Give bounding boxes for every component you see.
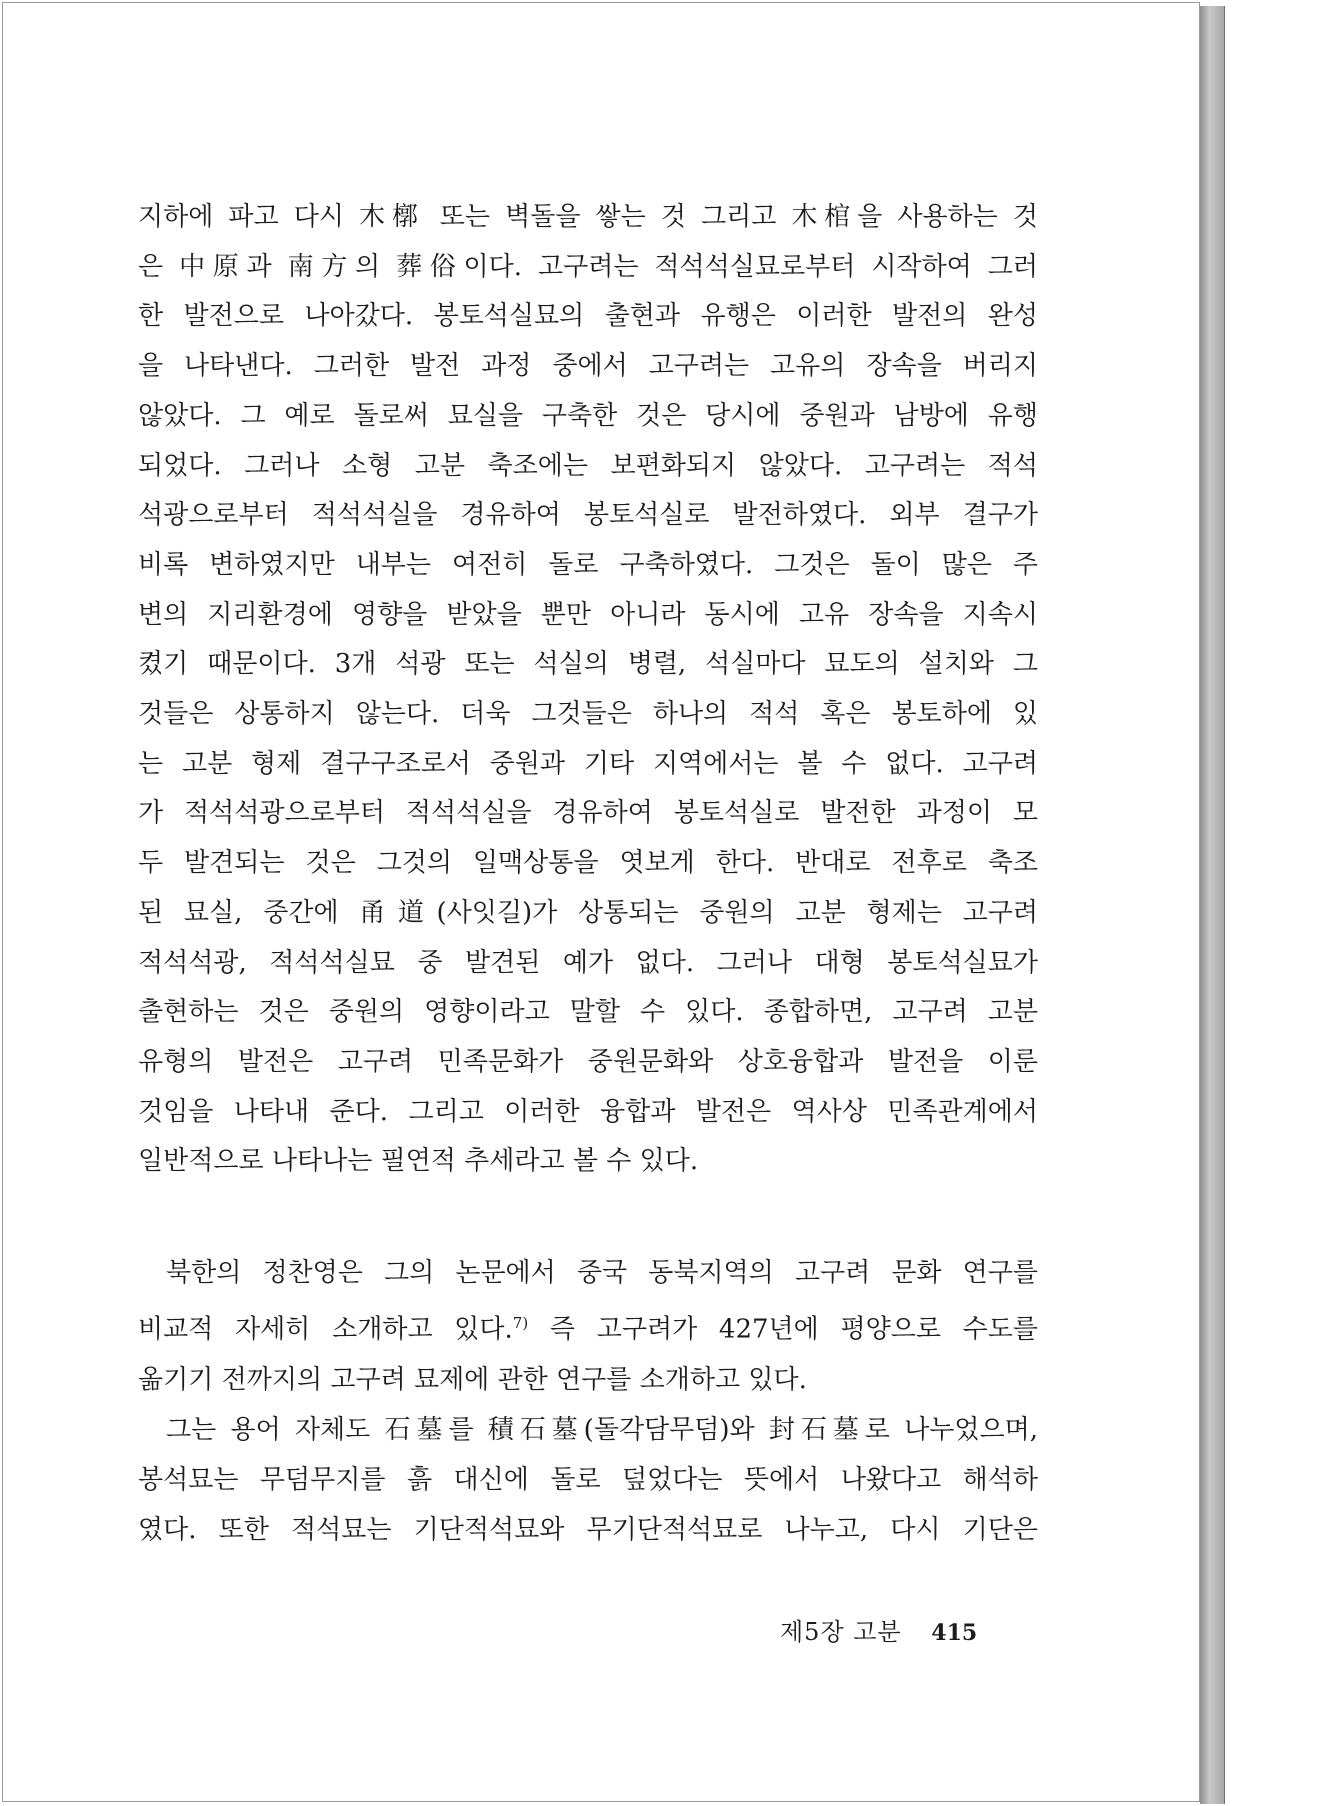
text-line: 출현하는 것은 중원의 영향이라고 말할 수 있다. 종합하면, 고구려 고분 [138,997,1038,1028]
text-line: 은 中原과 南方의 葬俗이다. 고구려는 적석석실묘로부터 시작하여 그러 [138,251,1038,282]
text-line: 였다. 또한 적석묘는 기단적석묘와 무기단적석묘로 나누고, 다시 기단은 [138,1514,1038,1545]
body-paragraph-2-3 [138,1248,1038,1555]
text-line: 켰기 때문이다. 3개 석광 또는 석실의 병렬, 석실마다 묘도의 설치와 그 [138,649,1038,680]
text-segment: 즉 고구려가 427년에 평양으로 수도를 [549,1314,1039,1345]
text-line: 되었다. 그러나 소형 고분 축조에는 보편화되지 않았다. 고구려는 적석 [138,450,1038,481]
text-line: 석광으로부터 적석석실을 경유하여 봉토석실로 발전하였다. 외부 결구가 [138,500,1038,531]
text-line-with-footnote [138,1298,1038,1355]
text-line: 는 고분 형제 결구구조로서 중원과 기타 지역에서는 볼 수 없다. 고구려 [138,748,1038,779]
page-number: 415 [931,1620,978,1646]
text-line: 적석석광, 적석석실묘 중 발견된 예가 없다. 그러나 대형 봉토석실묘가 [138,947,1038,978]
text-line: 것임을 나타내 준다. 그리고 이러한 융합과 발전은 역사상 민족관계에서 [138,1096,1038,1127]
text-line: 된 묘실, 중간에 甬道(사잇길)가 상통되는 중원의 고분 형제는 고구려 [138,897,1038,928]
text-line: 일반적으로 나타나는 필연적 추세라고 볼 수 있다. [138,1146,699,1177]
text-line: 그는 용어 자체도 石墓를 積石墓(돌각담무덤)와 封石墓로 나누었으며, [166,1414,1038,1445]
text-line: 북한의 정찬영은 그의 논문에서 중국 동북지역의 고구려 문화 연구를 [166,1258,1038,1288]
text-line: 것들은 상통하지 않는다. 더욱 그것들은 하나의 적석 혹은 봉토하에 있 [138,699,1038,730]
text-line: 유형의 발전은 고구려 민족문화가 중원문화와 상호융합과 발전을 이룬 [138,1046,1038,1077]
text-line: 가 적석석광으로부터 적석석실을 경유하여 봉토석실로 발전한 과정이 모 [138,798,1038,829]
page-footer [780,1612,1080,1647]
text-line: 한 발전으로 나아갔다. 봉토석실묘의 출현과 유행은 이러한 발전의 완성 [138,301,1038,332]
text-line: 않았다. 그 예로 돌로써 묘실을 구축한 것은 당시에 중원과 남방에 유행 [138,400,1038,431]
text-line: 봉석묘는 무덤무지를 흙 대신에 돌로 덮었다는 뜻에서 나왔다고 해석하 [138,1464,1038,1495]
text-line: 두 발견되는 것은 그것의 일맥상통을 엿보게 한다. 반대로 전후로 축조 [138,848,1038,879]
text-line: 지하에 파고 다시 木槨 또는 벽돌을 쌓는 것 그리고 木棺을 사용하는 것 [138,202,1038,232]
text-line: 변의 지리환경에 영향을 받았을 뿐만 아니라 동시에 고유 장속을 지속시 [138,599,1038,630]
footnote-marker[interactable]: 7) [512,1314,529,1332]
running-footer-chapter: 제5장 고분 [780,1618,902,1646]
text-line: 비록 변하였지만 내부는 여전히 돌로 구축하였다. 그것은 돌이 많은 주 [138,549,1038,580]
page-stack-edge [1200,6,1225,1804]
text-segment: 비교적 자세히 소개하고 있다. [138,1314,513,1345]
text-line: 을 나타낸다. 그러한 발전 과정 중에서 고구려는 고유의 장속을 버리지 [138,351,1038,382]
text-line: 옮기기 전까지의 고구려 묘제에 관한 연구를 소개하고 있다. [138,1364,807,1395]
body-paragraph-1 [138,193,1038,1187]
